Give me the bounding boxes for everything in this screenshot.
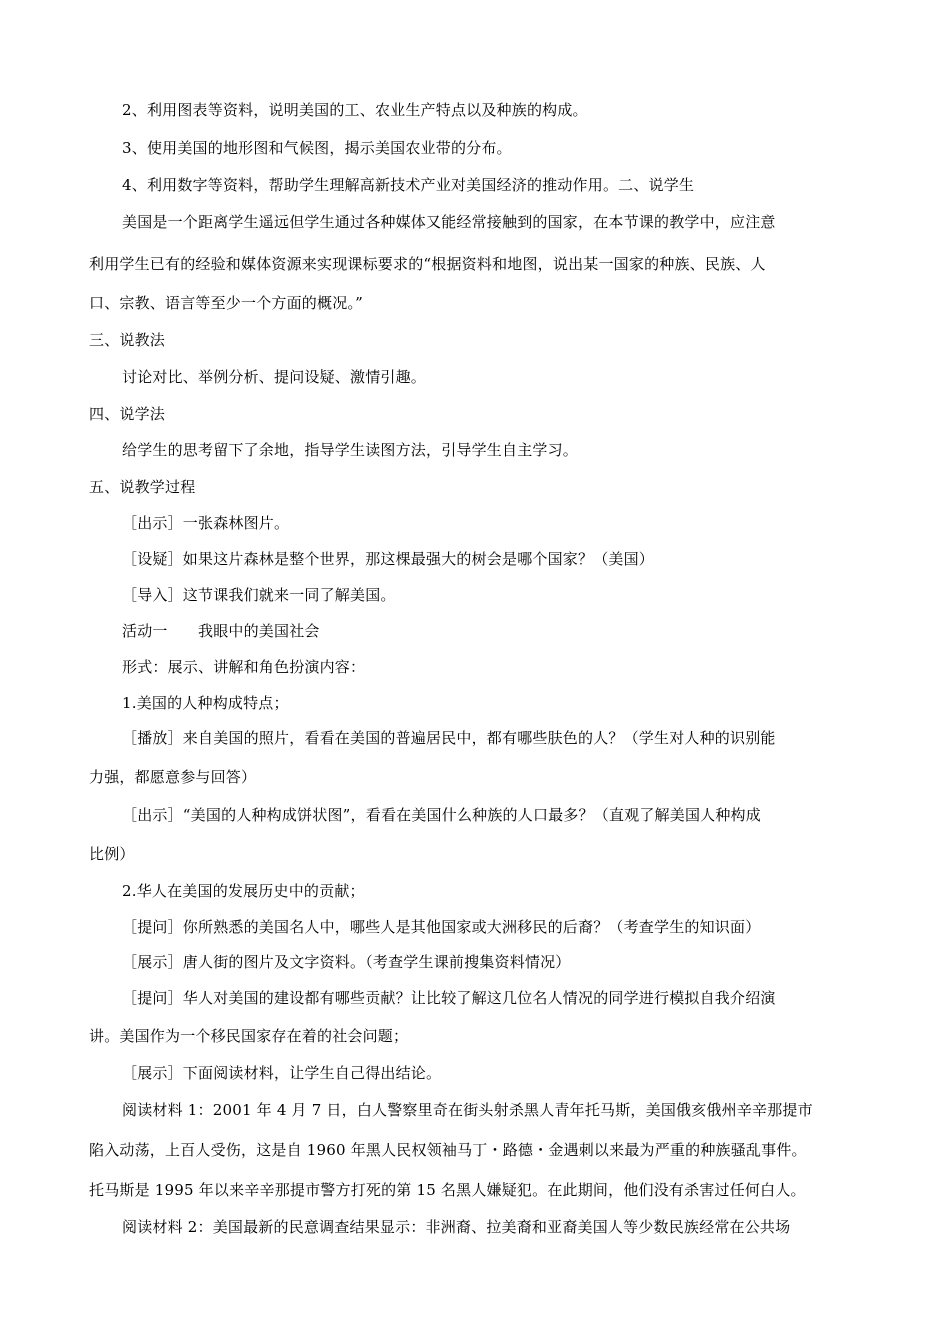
text-line: ［设疑］如果这片森林是整个世界，那这棵最强大的树会是哪个国家？（美国） [122, 550, 655, 568]
text-line: 阅读材料 1：2001 年 4 月 7 日，白人警察里奇在街头射杀黑人青年托马斯，美国俄亥俄州辛辛那提市 [122, 1101, 813, 1119]
text-line: 美国是一个距离学生遥远但学生通过各种媒体又能经常接触到的国家，在本节课的教学中，应注意 [122, 213, 776, 231]
section-heading: 三、说教法 [89, 331, 166, 349]
text-line: 3、使用美国的地形图和气候图，揭示美国农业带的分布。 [122, 139, 512, 157]
text-line: 利用学生已有的经验和媒体资源来实现课标要求的“根据资料和地图，说出某一国家的种族、民族、人 [89, 255, 766, 273]
text-line: ［导入］这节课我们就来一同了解美国。 [122, 586, 396, 604]
text-line: ［播放］来自美国的照片，看看在美国的普遍居民中，都有哪些肤色的人？（学生对人种的识别能 [122, 729, 776, 747]
text-line: 4、利用数字等资料，帮助学生理解高新技术产业对美国经济的推动作用。二、说学生 [122, 176, 695, 194]
section-heading: 五、说教学过程 [89, 478, 196, 496]
text-line: 陷入动荡，上百人受伤，这是自 1960 年黑人民权领袖马丁・路德・金遇刺以来最为严重的种族骚乱事件。 [89, 1141, 807, 1159]
text-line: ［提问］华人对美国的建设都有哪些贡献？让比较了解这几位名人情况的同学进行模拟自我介绍演 [122, 989, 776, 1007]
text-line: 2、利用图表等资料，说明美国的工、农业生产特点以及种族的构成。 [122, 101, 588, 119]
text-line: 2.华人在美国的发展历史中的贡献； [122, 882, 365, 900]
text-line: ［出示］一张森林图片。 [122, 514, 290, 532]
text-line: 1.美国的人种构成特点； [122, 694, 289, 712]
text-line: 阅读材料 2：美国最新的民意调查结果显示：非洲裔、拉美裔和亚裔美国人等少数民族经常在公共场 [122, 1218, 791, 1236]
text-line: ［出示］“美国的人种构成饼状图”，看看在美国什么种族的人口最多？（直观了解美国人种构成 [122, 806, 761, 824]
text-line: 活动一 我眼中的美国社会 [122, 622, 320, 640]
text-line: 力强，都愿意参与回答） [89, 768, 257, 786]
text-line: 给学生的思考留下了余地，指导学生读图方法，引导学生自主学习。 [122, 441, 579, 459]
text-line: ［展示］唐人街的图片及文字资料。（考查学生课前搜集资料情况） [122, 953, 571, 971]
text-line: 讲。美国作为一个移民国家存在着的社会问题； [89, 1027, 409, 1045]
text-line: 托马斯是 1995 年以来辛辛那提市警方打死的第 15 名黑人嫌疑犯。在此期间，他们没有杀害过任何白人。 [89, 1181, 806, 1199]
text-line: ［提问］你所熟悉的美国名人中，哪些人是其他国家或大洲移民的后裔？（考查学生的知识面） [122, 918, 761, 936]
section-heading: 四、说学法 [89, 405, 166, 423]
text-line: 比例） [89, 845, 135, 863]
text-line: 讨论对比、举例分析、提问设疑、激情引趣。 [122, 368, 427, 386]
text-line: ［展示］下面阅读材料，让学生自己得出结论。 [122, 1064, 442, 1082]
text-line: 口、宗教、语言等至少一个方面的概况。” [89, 294, 363, 312]
text-line: 形式：展示、讲解和角色扮演内容： [122, 658, 366, 676]
